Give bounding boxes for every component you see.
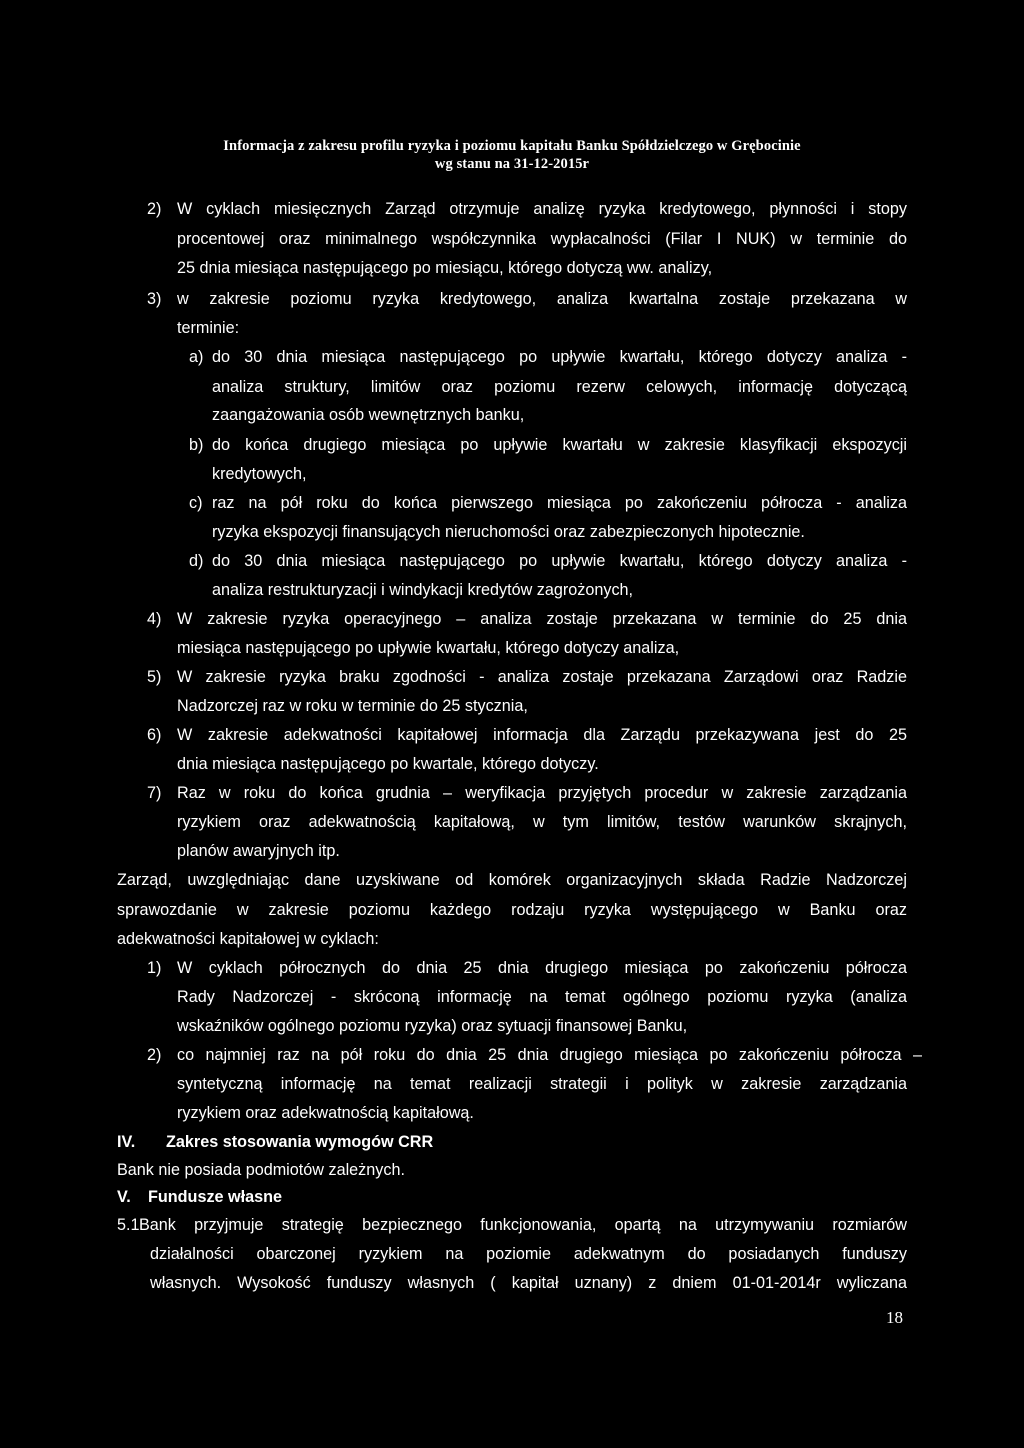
subitem-letter: d) [189, 552, 204, 570]
section-title: Fundusze własne [148, 1188, 283, 1206]
subitem-letter: c) [189, 494, 203, 512]
item-number: 2) [147, 200, 162, 218]
paragraph-text: sprawozdanie w zakresie poziomu każdego rodzaju ryzyka występującego w Banku oraz [117, 901, 907, 919]
subitem-text: do końca drugiego miesiąca po upływie kwartału w zakresie klasyfikacji ekspozycji [212, 436, 907, 454]
item-number: 4) [147, 610, 162, 628]
cycle-number: 2) [147, 1046, 162, 1064]
section-number: IV. [117, 1133, 136, 1151]
item-text: planów awaryjnych itp. [177, 842, 340, 860]
page-number: 18 [886, 1308, 903, 1327]
item-number: 3) [147, 290, 162, 308]
item-text: w zakresie poziomu ryzyka kredytowego, analiza kwartalna zostaje przekazana w [177, 290, 907, 308]
paragraph-text: adekwatności kapitałowej w cyklach: [117, 930, 379, 948]
subitem-text: raz na pół roku do końca pierwszego miesiąca po zakończeniu półrocza - analiza [212, 494, 907, 512]
item-number: 5) [147, 668, 162, 686]
item-text: terminie: [177, 319, 240, 337]
paragraph-text: Zarząd, uwzględniając dane uzyskiwane od komórek organizacyjnych składa Radzie Nadzorczej [117, 871, 907, 889]
item-text: W zakresie adekwatności kapitałowej informacja dla Zarządu przekazywana jest do 25 [177, 726, 907, 744]
paragraph-text: Bank przyjmuje strategię bezpiecznego funkcjonowania, opartą na utrzymywaniu rozmiarów [139, 1216, 907, 1234]
subitem-text: do 30 dnia miesiąca następującego po upływie kwartału, którego dotyczy analiza - [212, 552, 907, 570]
section-number: V. [117, 1188, 131, 1206]
item-text: Nadzorczej raz w roku w terminie do 25 stycznia, [177, 697, 528, 715]
header-title: Informacja z zakresu profilu ryzyka i poziomu kapitału Banku Spółdzielczego w Grębocinie [223, 138, 801, 154]
subitem-text: analiza restrukturyzacji i windykacji kredytów zagrożonych, [212, 581, 634, 599]
item-text: W zakresie ryzyka operacyjnego – analiza zostaje przekazana w terminie do 25 dnia [177, 610, 907, 628]
section-title: Zakres stosowania wymogów CRR [166, 1133, 434, 1151]
subitem-letter: a) [189, 348, 204, 366]
subitem-text: kredytowych, [212, 465, 307, 483]
item-text: W zakresie ryzyka braku zgodności - analiza zostaje przekazana Zarządowi oraz Radzie [177, 668, 907, 686]
paragraph-text: działalności obarczonej ryzykiem na poziomie adekwatnym do posiadanych funduszy [150, 1245, 907, 1263]
item-number: 7) [147, 784, 162, 802]
item-text: dnia miesiąca następującego po kwartale, którego dotyczy. [177, 755, 599, 773]
subitem-text: analiza struktury, limitów oraz poziomu rezerw celowych, informację dotyczącą [212, 378, 907, 396]
subitem-letter: b) [189, 436, 204, 454]
cycle-text: wskaźników ogólnego poziomu ryzyka) oraz sytuacji finansowej Banku, [177, 1017, 688, 1035]
cycle-text: W cyklach półrocznych do dnia 25 dnia drugiego miesiąca po zakończeniu półrocza [177, 959, 907, 977]
item-text: ryzykiem oraz adekwatnością kapitałową, w tym limitów, testów warunków skrajnych, [177, 813, 907, 831]
paragraph-number: 5.1 [117, 1216, 140, 1234]
section-text: Bank nie posiada podmiotów zależnych. [117, 1161, 405, 1179]
cycle-text: co najmniej raz na pół roku do dnia 25 dnia drugiego miesiąca po zakończeniu półrocza – [177, 1046, 922, 1064]
item-text: Raz w roku do końca grudnia – weryfikacja przyjętych procedur w zakresie zarządzania [177, 784, 907, 802]
item-text: procentowej oraz minimalnego współczynnika wypłacalności (Filar I NUK) w terminie do [177, 230, 907, 248]
item-text: W cyklach miesięcznych Zarząd otrzymuje analizę ryzyka kredytowego, płynności i stopy [177, 200, 907, 218]
subitem-text: ryzyka ekspozycji finansujących nieruchomości oraz zabezpieczonych hipotecznie. [212, 523, 805, 541]
cycle-text: ryzykiem oraz adekwatnością kapitałową. [177, 1104, 474, 1122]
cycle-text: Rady Nadzorczej - skróconą informację na temat ogólnego poziomu ryzyka (analiza [177, 988, 907, 1006]
item-number: 6) [147, 726, 162, 744]
subitem-text: do 30 dnia miesiąca następującego po upływie kwartału, którego dotyczy analiza - [212, 348, 907, 366]
item-text: miesiąca następującego po upływie kwartału, którego dotyczy analiza, [177, 639, 680, 657]
paragraph-text: własnych. Wysokość funduszy własnych ( kapitał uznany) z dniem 01-01-2014r wyliczana [150, 1274, 907, 1292]
cycle-number: 1) [147, 959, 162, 977]
header-date: wg stanu na 31-12-2015r [434, 156, 590, 172]
cycle-text: syntetyczną informację na temat realizacji strategii i polityk w zakresie zarządzania [177, 1075, 907, 1093]
item-text: 25 dnia miesiąca następującego po miesiącu, którego dotyczą ww. analizy, [177, 259, 713, 277]
subitem-text: zaangażowania osób wewnętrznych banku, [212, 406, 525, 424]
